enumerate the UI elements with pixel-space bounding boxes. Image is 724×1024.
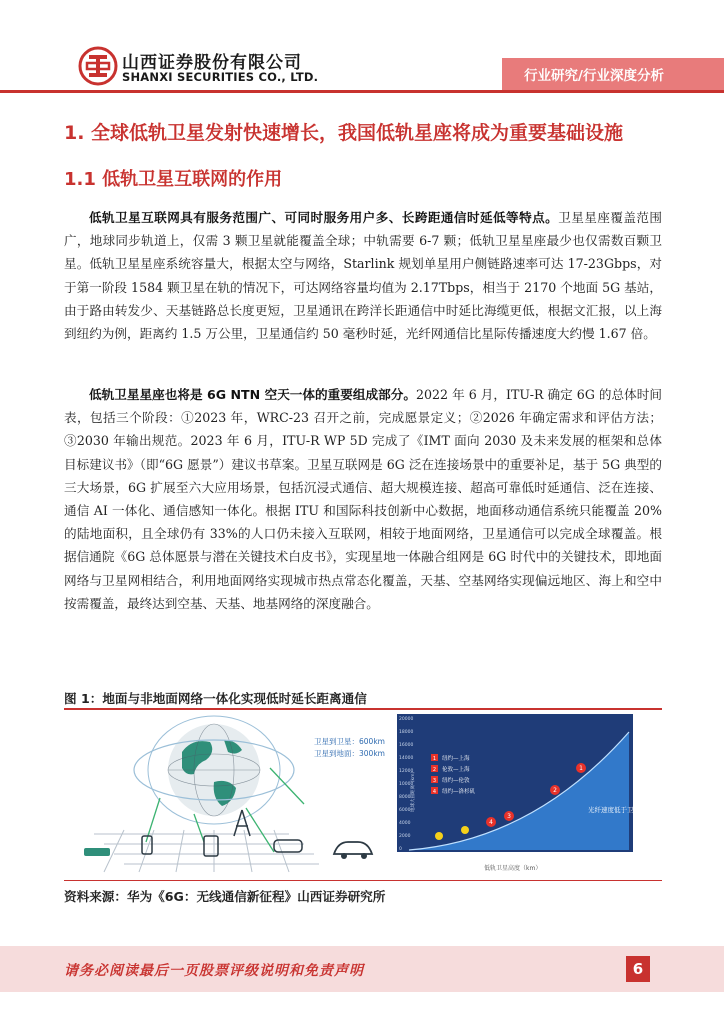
legend-item-4: 纽约—洛杉矶 [442, 789, 476, 795]
legend-marker: 2 [432, 767, 437, 773]
y-tick: 6000 [399, 808, 411, 813]
figure-bottom-rule [64, 880, 662, 881]
yellow-point [461, 826, 469, 834]
legend-item-1: 纽约—上海 [442, 756, 470, 762]
figure-source [64, 886, 385, 905]
chart-annotation: 光纤速度低于卫星的区域 [588, 806, 660, 814]
y-tick: 12000 [399, 769, 414, 774]
y-tick: 2000 [399, 834, 411, 839]
y-tick: 16000 [399, 743, 414, 748]
legend-marker: 1 [432, 756, 437, 762]
paragraph-2-lead: 低轨卫星星座也将是 6G NTN 空天一体的重要组成部分。 [89, 387, 416, 402]
legend-marker: 4 [432, 789, 437, 795]
y-tick: 0 [399, 847, 402, 852]
x-axis-label: 低轨卫星高度（km） [484, 865, 542, 872]
source-text: 华为《6G：无线通信新征程》山西证券研究所 [126, 889, 386, 904]
paragraph-2-body: 2022 年 6 月，ITU-R 确定 6G 的总体时间表，包括三个阶段：①2023 年，WRC-23 召开之前，完成愿景定义；②2026 年确定需求和评估方法；③2030 年输出规范。2023 年 6 月，ITU-R WP 5D 完成了《IMT 面向 2030 及未来发展的框架和总体目标建议书》（即“6G 愿景”）建议书草案。卫星互联网是 6G 泛在连接场景中的重要补足，基于 5G 典型的三大场景，6G 扩展至六大应用场景，包括沉浸式通信、超大规模连接、超高可靠低时延通信、泛在连接、通信 AI 一体化、通信感知一体化。根据 ITU 和国际科技创新中心数据，地面移动通信系统只能覆盖 20%的陆地面积，且全球仍有 33%的人口仍未接入互联网，相较于地面网络，卫星通信可以完成全球覆盖。根据信通院《6G 总体愿景与潜在关键技术白皮书》，实现星地一体融合组网是 6G 时代中的关键技术，即地面网络与卫星网相结合，利用地面网络实现城市热点常态化覆盖，天基、空基网络实现偏远地区、海上和空中按需覆盖，最终达到空基、天基、地基网络的深度融合。 [64, 387, 662, 611]
company-logo-icon [78, 46, 118, 86]
y-tick: 20000 [399, 717, 414, 722]
data-point-1-label: 1 [579, 765, 583, 772]
paragraph-1-lead: 低轨卫星互联网具有服务范围广、可同时服务用户多、长跨距通信时延低等特点。 [89, 210, 559, 225]
y-tick: 18000 [399, 730, 414, 735]
tablet-icon [204, 836, 218, 856]
label-sat-to-ground: 卫星到地面：300km [314, 749, 385, 758]
report-category-tab: 行业研究/行业深度分析 [502, 58, 724, 90]
legend-item-2: 伦敦—上海 [442, 767, 470, 773]
section-heading-1-1: 1.1 低轨卫星互联网的作用 [64, 169, 283, 190]
car-icon [334, 842, 372, 854]
data-point-4-label: 4 [489, 819, 493, 826]
company-name-en: SHANXI SECURITIES CO., LTD. [122, 70, 319, 84]
legend-item-3: 纽约—伦敦 [442, 778, 470, 784]
figure-top-rule [64, 708, 662, 710]
y-tick: 8000 [399, 795, 411, 800]
data-point-2-label: 2 [553, 787, 557, 794]
data-point-3-label: 3 [507, 813, 511, 820]
source-prefix: 资料来源： [64, 889, 127, 904]
paragraph-2 [64, 383, 662, 615]
base-station-icon [234, 810, 250, 836]
label-sat-to-sat: 卫星到卫星：600km [314, 737, 385, 746]
section-heading-1: 1. 全球低轨卫星发射快速增长，我国低轨星座将成为重要基础设施 [64, 122, 624, 144]
paragraph-1 [64, 206, 662, 345]
page-header [0, 0, 724, 100]
latency-chart [397, 714, 660, 872]
y-axis-label: 地球大圆距离（km） [411, 769, 416, 812]
y-tick: 14000 [399, 756, 414, 761]
figure-1 [64, 712, 662, 876]
y-tick: 4000 [399, 821, 411, 826]
disclaimer-notice: 请务必阅读最后一页股票评级说明和免责声明 [64, 963, 364, 979]
legend-marker: 3 [432, 778, 437, 784]
figure-title: 图 1：地面与非地面网络一体化实现低时延长距离通信 [64, 691, 367, 706]
page-number: 6 [626, 956, 650, 982]
yellow-point [435, 832, 443, 840]
header-divider [0, 90, 724, 93]
paragraph-1-body: 卫星星座覆盖范围广，地球同步轨道上，仅需 3 颗卫星就能覆盖全球；中轨需要 6-7 颗；低轨卫星星座最少也仅需数百颗卫星。低轨卫星星座系统容量大，根据太空与网络，Starlink 规划单星用户侧链路速率可达 17-23Gbps，对于第一阶段 1584 颗卫星在轨的情况下，可达网络容量均值为 2.17Tbps，相当于 2170 个地面 5G 基站，由于路由转发少、天基链路总长度更短，卫星通讯在跨洋长距通信中时延比海缆更低，根据文汇报，以上海到纽约为例，距离约 1.5 万公里，卫星通信约 50 毫秒时延，光纤网通信比星际传播速度大约慢 1.67 倍。 [64, 210, 663, 342]
figure-1-graphic [64, 712, 662, 876]
company-name-cn: 山西证券股份有限公司 [122, 53, 302, 73]
y-tick: 10000 [399, 782, 414, 787]
ship-icon [84, 848, 110, 856]
